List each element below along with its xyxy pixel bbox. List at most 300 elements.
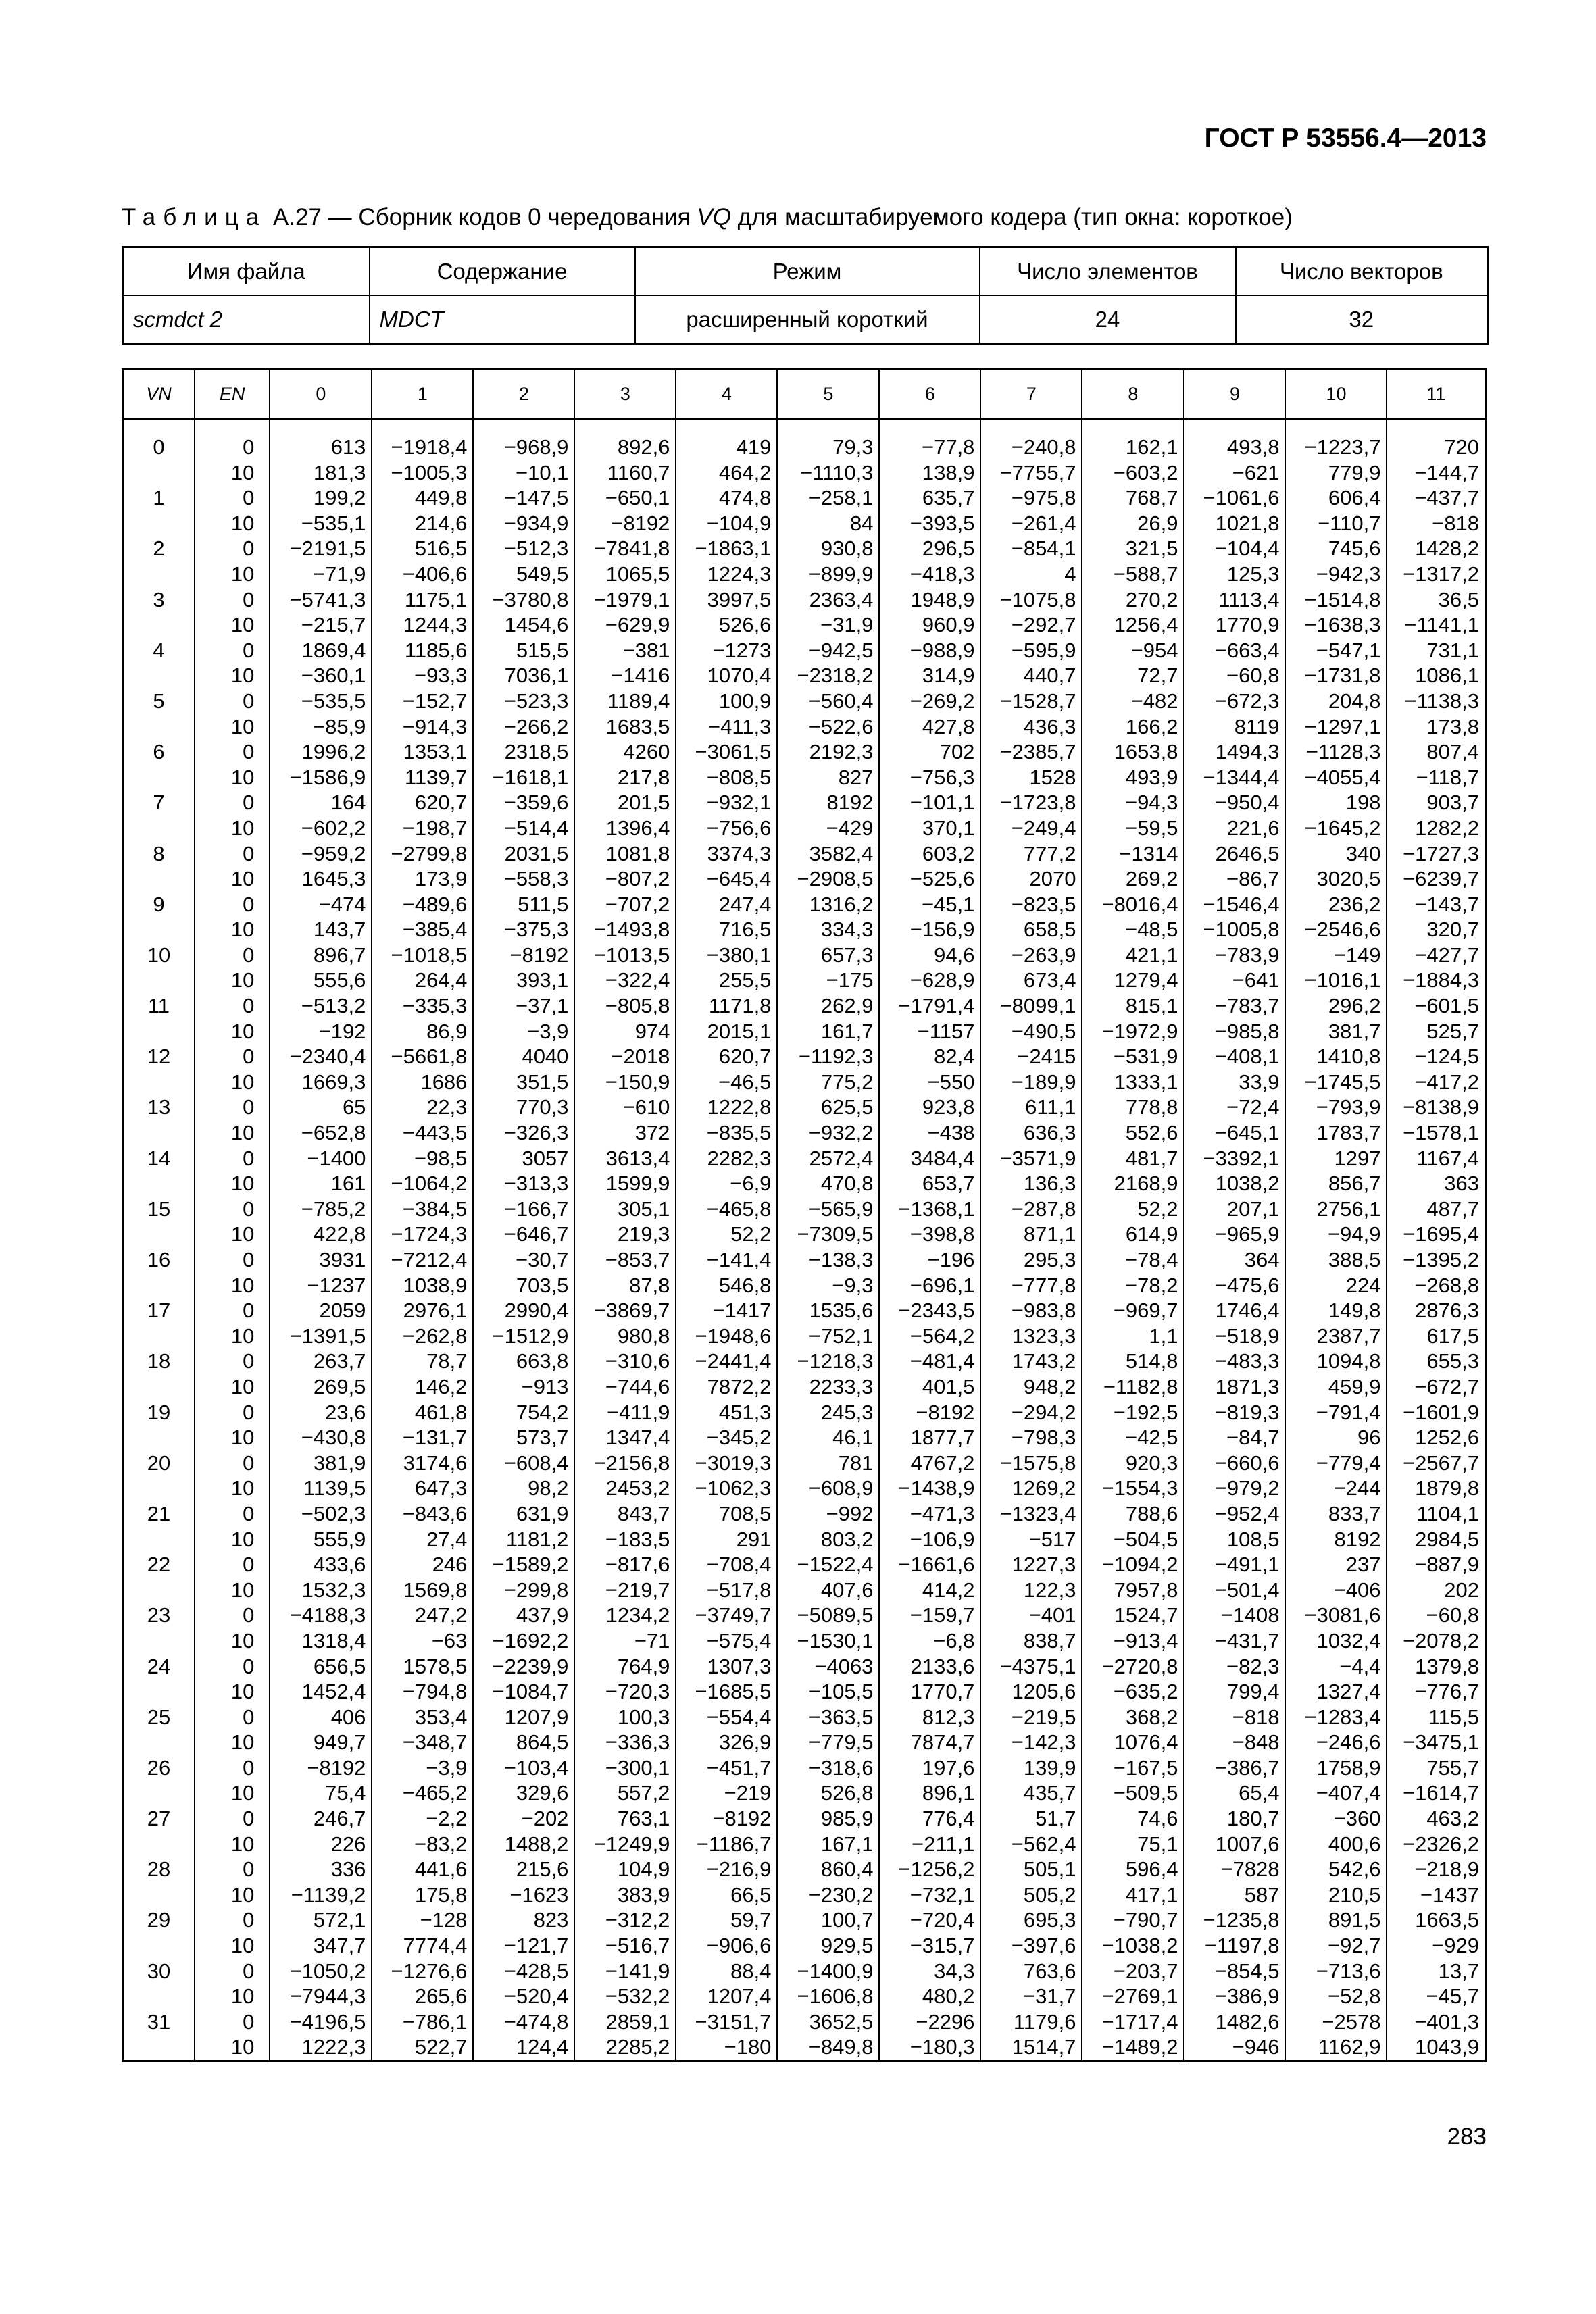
code-value: 1234,2 bbox=[605, 1603, 670, 1628]
code-value: −843,6 bbox=[402, 1501, 468, 1526]
code-value: 8192 bbox=[1334, 1527, 1381, 1551]
code-value: −52,8 bbox=[1328, 1984, 1381, 2009]
code-value: 1569,8 bbox=[403, 1578, 468, 1602]
code-value: −5741,3 bbox=[289, 587, 366, 611]
value-column-4 bbox=[676, 419, 777, 2061]
code-value: −1514,8 bbox=[1304, 587, 1381, 611]
vn-spacer bbox=[126, 1578, 191, 1603]
code-value: 1038,2 bbox=[1215, 1172, 1280, 1196]
code-value: 777,2 bbox=[1023, 841, 1076, 865]
code-value: 441,6 bbox=[414, 1857, 468, 1882]
en-value: 10 bbox=[230, 815, 255, 840]
code-value: 351,5 bbox=[516, 1070, 569, 1094]
code-value: −522,6 bbox=[808, 714, 874, 738]
code-value: −348,7 bbox=[402, 1730, 468, 1755]
code-value: −92,7 bbox=[1328, 1934, 1381, 1958]
code-value: −708,4 bbox=[706, 1553, 772, 1577]
code-value: −322,4 bbox=[605, 968, 670, 992]
code-value: 219,3 bbox=[617, 1222, 670, 1247]
en-value: 10 bbox=[230, 1730, 255, 1755]
code-value: −1038,2 bbox=[1101, 1934, 1178, 1958]
en-value: 10 bbox=[230, 1527, 255, 1551]
code-value: −417,2 bbox=[1414, 1070, 1479, 1094]
code-value: 221,6 bbox=[1226, 815, 1280, 840]
code-value: −791,4 bbox=[1316, 1400, 1381, 1424]
code-value: −652,8 bbox=[301, 1121, 366, 1145]
code-value: −1005,8 bbox=[1203, 917, 1280, 942]
vn-value: 8 bbox=[153, 841, 165, 865]
code-value: −1972,9 bbox=[1101, 1019, 1178, 1043]
code-value: −514,4 bbox=[503, 815, 569, 840]
code-value: 573,7 bbox=[516, 1426, 569, 1450]
vn-value: 3 bbox=[153, 587, 165, 611]
code-value: 663,8 bbox=[516, 1349, 569, 1374]
code-value: 419 bbox=[736, 435, 772, 459]
code-value: 1175,1 bbox=[404, 587, 468, 611]
code-value: 245,3 bbox=[820, 1400, 874, 1424]
code-value: −785,2 bbox=[301, 1197, 366, 1221]
code-value: 1282,2 bbox=[1415, 815, 1479, 840]
code-value: −932,1 bbox=[706, 790, 772, 815]
code-value: 440,7 bbox=[1023, 663, 1076, 688]
code-value: −8192 bbox=[712, 1807, 772, 1831]
code-value: 1877,7 bbox=[910, 1426, 975, 1450]
code-value: −518,9 bbox=[1214, 1324, 1280, 1348]
vn-value: 21 bbox=[147, 1501, 171, 1526]
code-value: −595,9 bbox=[1011, 638, 1076, 662]
code-value: −385,4 bbox=[402, 917, 468, 942]
code-value: −4063 bbox=[814, 1654, 874, 1678]
code-value: 381,9 bbox=[313, 1451, 366, 1475]
code-value: −418,3 bbox=[909, 561, 975, 586]
code-value: −1317,2 bbox=[1403, 561, 1479, 586]
code-value: −707,2 bbox=[605, 892, 670, 916]
code-value: 417,1 bbox=[1125, 1882, 1178, 1907]
code-value: 745,6 bbox=[1328, 536, 1381, 561]
code-value: −531,9 bbox=[1113, 1045, 1178, 1069]
vn-spacer bbox=[126, 1019, 191, 1045]
code-value: 2387,7 bbox=[1316, 1324, 1381, 1348]
code-value: −887,9 bbox=[1414, 1553, 1479, 1577]
value-column-2 bbox=[473, 419, 574, 2061]
en-value: 10 bbox=[230, 561, 255, 586]
code-value: −8099,1 bbox=[999, 994, 1076, 1018]
code-value: −474 bbox=[318, 892, 366, 916]
code-value: −104,4 bbox=[1214, 536, 1280, 561]
en-value: 0 bbox=[243, 790, 255, 815]
en-value: 0 bbox=[243, 1095, 255, 1120]
code-value: −1016,1 bbox=[1304, 968, 1381, 992]
code-value: −93,3 bbox=[414, 663, 468, 688]
code-value: −244 bbox=[1333, 1476, 1381, 1501]
code-value: −696,1 bbox=[909, 1273, 975, 1297]
vn-value: 30 bbox=[147, 1959, 171, 1983]
code-value: −1218,3 bbox=[797, 1349, 874, 1374]
code-value: −1064,2 bbox=[391, 1172, 468, 1196]
code-value: 146,2 bbox=[414, 1374, 468, 1399]
en-value: 10 bbox=[230, 714, 255, 738]
code-value: −5661,8 bbox=[391, 1045, 468, 1069]
code-value: 552,6 bbox=[1125, 1121, 1178, 1145]
code-value: −934,9 bbox=[503, 511, 569, 535]
code-value: 1185,6 bbox=[404, 638, 468, 662]
en-value: 0 bbox=[243, 1857, 255, 1882]
code-value: −942,5 bbox=[808, 638, 874, 662]
code-value: 635,7 bbox=[922, 486, 975, 510]
code-value: 79,3 bbox=[832, 435, 874, 459]
code-value: 493,8 bbox=[1226, 435, 1280, 459]
vn-spacer bbox=[126, 917, 191, 942]
code-value: −263,9 bbox=[1011, 942, 1076, 967]
en-value: 0 bbox=[243, 1654, 255, 1678]
code-value: 1222,8 bbox=[707, 1095, 772, 1120]
code-value: 2756,1 bbox=[1316, 1197, 1381, 1221]
code-value: 1252,6 bbox=[1415, 1426, 1479, 1450]
code-value: −124,5 bbox=[1414, 1045, 1479, 1069]
code-value: −1685,5 bbox=[695, 1680, 772, 1704]
vn-spacer bbox=[126, 967, 191, 993]
code-value: −650,1 bbox=[605, 486, 670, 510]
code-value: 198 bbox=[1345, 790, 1381, 815]
value-column-9 bbox=[1184, 419, 1285, 2061]
code-value: −30,7 bbox=[515, 1248, 569, 1272]
code-value: 656,5 bbox=[313, 1654, 366, 1678]
code-value: −483,3 bbox=[1214, 1349, 1280, 1374]
code-value: 166,2 bbox=[1125, 714, 1178, 738]
code-value: 136,3 bbox=[1023, 1172, 1076, 1196]
code-value: −359,6 bbox=[503, 790, 569, 815]
code-value: −465,2 bbox=[402, 1781, 468, 1805]
value-column-10 bbox=[1285, 419, 1387, 2061]
code-value: 2318,5 bbox=[504, 740, 569, 764]
code-value: −180 bbox=[724, 2035, 772, 2059]
code-value: 891,5 bbox=[1328, 1908, 1381, 1932]
code-value: 1683,5 bbox=[605, 714, 670, 738]
code-value: 1244,3 bbox=[403, 613, 468, 637]
code-value: −428,5 bbox=[503, 1959, 569, 1983]
code-value: −1578,1 bbox=[1403, 1121, 1479, 1145]
code-value: −1589,2 bbox=[492, 1553, 569, 1577]
code-value: 100,9 bbox=[718, 688, 772, 713]
code-value: 1663,5 bbox=[1415, 1908, 1479, 1932]
code-value: −268,8 bbox=[1414, 1273, 1479, 1297]
code-value: −406 bbox=[1333, 1578, 1381, 1602]
code-value: −1018,5 bbox=[391, 942, 468, 967]
info-header-vector-count: Число векторов bbox=[1236, 247, 1488, 296]
code-value: 88,4 bbox=[730, 1959, 772, 1983]
en-value: 10 bbox=[230, 1172, 255, 1196]
code-value: −150,9 bbox=[605, 1070, 670, 1094]
caption-rest: для масштабируемого кодера (тип окна: короткое) bbox=[730, 204, 1293, 230]
code-value: −407,4 bbox=[1316, 1781, 1381, 1805]
code-value: −287,8 bbox=[1011, 1197, 1076, 1221]
code-value: −835,5 bbox=[706, 1121, 772, 1145]
code-value: −475,6 bbox=[1214, 1273, 1280, 1297]
code-value: −2191,5 bbox=[289, 536, 366, 561]
vn-spacer bbox=[126, 1679, 191, 1705]
code-value: 1297 bbox=[1334, 1146, 1381, 1170]
code-value: 262,9 bbox=[820, 994, 874, 1018]
code-value: 59,7 bbox=[730, 1908, 772, 1932]
code-value: 210,5 bbox=[1328, 1882, 1381, 1907]
code-value: 247,4 bbox=[718, 892, 772, 916]
vn-spacer bbox=[126, 1425, 191, 1451]
code-value: −1606,8 bbox=[797, 1984, 874, 2009]
code-value: −1438,9 bbox=[898, 1476, 975, 1501]
code-value: 778,8 bbox=[1125, 1095, 1178, 1120]
code-value: 401,5 bbox=[922, 1374, 975, 1399]
code-value: −588,7 bbox=[1113, 561, 1178, 586]
code-value: −312,2 bbox=[605, 1908, 670, 1932]
code-value: 33,9 bbox=[1239, 1070, 1280, 1094]
code-value: 1179,6 bbox=[1013, 2009, 1076, 2034]
code-value: −979,2 bbox=[1214, 1476, 1280, 1501]
code-value: 65 bbox=[342, 1095, 366, 1120]
code-value: 4 bbox=[1064, 561, 1076, 586]
code-value: −408,1 bbox=[1214, 1045, 1280, 1069]
code-value: 1181,2 bbox=[505, 1527, 569, 1551]
vn-spacer bbox=[126, 1780, 191, 1806]
en-value: 0 bbox=[243, 2009, 255, 2034]
code-value: 1207,9 bbox=[504, 1705, 569, 1729]
code-value: −575,4 bbox=[706, 1628, 772, 1653]
vn-value: 17 bbox=[147, 1299, 171, 1323]
code-value: −932,2 bbox=[808, 1121, 874, 1145]
column-header-11: 11 bbox=[1387, 370, 1485, 420]
code-value: −1863,1 bbox=[695, 536, 772, 561]
code-value: 66,5 bbox=[730, 1882, 772, 1907]
code-value: 505,2 bbox=[1023, 1882, 1076, 1907]
vn-value: 26 bbox=[147, 1755, 171, 1780]
vn-spacer bbox=[126, 815, 191, 841]
code-value: −141,4 bbox=[706, 1248, 772, 1272]
vn-spacer bbox=[126, 1374, 191, 1400]
code-value: −1192,3 bbox=[798, 1045, 874, 1069]
column-header-0: 0 bbox=[270, 370, 372, 420]
code-value: 480,2 bbox=[922, 1984, 975, 2009]
code-value: −166,7 bbox=[503, 1197, 569, 1221]
code-value: −1323,4 bbox=[999, 1501, 1076, 1526]
data-header-row bbox=[123, 370, 1486, 420]
info-header-filename: Имя файла bbox=[123, 247, 370, 296]
code-value: −31,9 bbox=[820, 613, 874, 637]
data-body-row bbox=[123, 419, 1486, 2061]
code-value: 1227,3 bbox=[1012, 1553, 1076, 1577]
code-value: −535,1 bbox=[301, 511, 366, 535]
code-value: 436,3 bbox=[1023, 714, 1076, 738]
code-value: 625,5 bbox=[820, 1095, 874, 1120]
column-header-vn: VN bbox=[123, 370, 195, 420]
code-value: 655,3 bbox=[1426, 1349, 1479, 1374]
code-value: 464,2 bbox=[718, 460, 772, 484]
code-value: −1256,2 bbox=[898, 1857, 975, 1882]
code-value: 122,3 bbox=[1023, 1578, 1076, 1602]
code-value: 149,8 bbox=[1328, 1299, 1381, 1323]
code-value: 799,4 bbox=[1226, 1680, 1280, 1704]
vn-value: 14 bbox=[147, 1146, 171, 1170]
code-value: 269,2 bbox=[1125, 867, 1178, 891]
code-value: −2018 bbox=[611, 1045, 670, 1069]
en-value: 10 bbox=[230, 867, 255, 891]
code-value: −1344,4 bbox=[1203, 765, 1280, 789]
code-value: 702 bbox=[939, 740, 975, 764]
code-value: 7036,1 bbox=[504, 663, 569, 688]
code-value: −1141,1 bbox=[1404, 613, 1479, 637]
code-value: 451,3 bbox=[718, 1400, 772, 1424]
code-value: −2799,8 bbox=[391, 841, 468, 865]
code-value: 546,8 bbox=[718, 1273, 772, 1297]
code-value: 613 bbox=[330, 435, 366, 459]
code-value: −1197,8 bbox=[1204, 1934, 1280, 1958]
code-value: 631,9 bbox=[516, 1501, 569, 1526]
code-value: 1347,4 bbox=[605, 1426, 670, 1450]
en-value: 0 bbox=[243, 1553, 255, 1577]
code-value: 52,2 bbox=[730, 1222, 772, 1247]
vn-value: 7 bbox=[153, 790, 165, 815]
code-value: −82,3 bbox=[1226, 1654, 1280, 1678]
code-value: −128 bbox=[420, 1908, 468, 1932]
code-value: 587 bbox=[1244, 1882, 1280, 1907]
code-value: −672,3 bbox=[1214, 688, 1280, 713]
code-value: 3582,4 bbox=[809, 841, 874, 865]
code-value: −143,7 bbox=[1414, 892, 1479, 916]
code-value: 1032,4 bbox=[1316, 1628, 1381, 1653]
code-value: −258,1 bbox=[808, 486, 874, 510]
code-value: 1879,8 bbox=[1415, 1476, 1479, 1501]
vn-value: 22 bbox=[147, 1553, 171, 1577]
code-value: −565,9 bbox=[808, 1197, 874, 1221]
code-value: 1871,3 bbox=[1215, 1374, 1280, 1399]
code-value: −192 bbox=[318, 1019, 366, 1043]
code-value: 1279,4 bbox=[1114, 968, 1178, 992]
code-value: −610 bbox=[622, 1095, 670, 1120]
code-value: −2578 bbox=[1322, 2009, 1381, 2034]
code-value: 449,8 bbox=[414, 486, 468, 510]
column-header-6: 6 bbox=[879, 370, 980, 420]
code-value: −315,7 bbox=[909, 1934, 975, 1958]
en-value: 10 bbox=[230, 1324, 255, 1348]
code-value: −1013,5 bbox=[593, 942, 670, 967]
column-header-3: 3 bbox=[574, 370, 676, 420]
code-value: 673,4 bbox=[1023, 968, 1076, 992]
column-header-7: 7 bbox=[980, 370, 1082, 420]
en-value: 10 bbox=[230, 968, 255, 992]
code-value: 948,2 bbox=[1023, 1374, 1076, 1399]
code-value: −2,2 bbox=[426, 1807, 468, 1831]
code-value: 903,7 bbox=[1426, 790, 1479, 815]
code-value: −31,7 bbox=[1022, 1984, 1076, 2009]
code-value: 1070,4 bbox=[707, 663, 772, 688]
code-value: 827 bbox=[838, 765, 874, 789]
code-value: −1731,8 bbox=[1304, 663, 1381, 688]
code-value: −660,6 bbox=[1214, 1451, 1280, 1475]
code-value: 1743,2 bbox=[1012, 1349, 1076, 1374]
code-value: −110,7 bbox=[1318, 511, 1381, 535]
code-value: −318,6 bbox=[808, 1755, 874, 1780]
code-value: −1918,4 bbox=[391, 435, 468, 459]
code-value: −1314 bbox=[1119, 841, 1178, 865]
en-value: 0 bbox=[243, 1908, 255, 1932]
code-value: −2326,2 bbox=[1403, 1832, 1479, 1856]
info-header-row bbox=[123, 247, 1488, 296]
code-value: 334,3 bbox=[820, 917, 874, 942]
code-value: 606,4 bbox=[1328, 486, 1381, 510]
code-value: −1400 bbox=[307, 1146, 366, 1170]
code-value: −3780,8 bbox=[492, 587, 569, 611]
en-value: 10 bbox=[230, 511, 255, 535]
en-value: 10 bbox=[230, 1984, 255, 2009]
info-value-filename: scmdct 2 bbox=[123, 295, 370, 344]
code-value: −854,1 bbox=[1011, 536, 1076, 561]
code-value: −517 bbox=[1028, 1527, 1076, 1551]
code-value: −1692,2 bbox=[492, 1628, 569, 1653]
column-header-en: EN bbox=[195, 370, 270, 420]
code-value: 407,6 bbox=[820, 1578, 874, 1602]
code-value: −3475,1 bbox=[1403, 1730, 1479, 1755]
value-column-0 bbox=[270, 419, 372, 2061]
code-value: 1686 bbox=[420, 1070, 468, 1094]
code-value: −1061,6 bbox=[1203, 486, 1280, 510]
code-value: 7874,7 bbox=[910, 1730, 975, 1755]
code-value: 7957,8 bbox=[1114, 1578, 1178, 1602]
code-value: 2070 bbox=[1029, 867, 1076, 891]
code-value: −1723,8 bbox=[999, 790, 1076, 815]
code-value: 181,3 bbox=[313, 460, 366, 484]
code-value: 296,5 bbox=[922, 536, 975, 561]
document-standard-header: ГОСТ Р 53556.4—2013 bbox=[1204, 124, 1487, 153]
code-value: 1139,5 bbox=[303, 1476, 366, 1501]
code-value: −360 bbox=[1333, 1807, 1381, 1831]
code-value: 27,4 bbox=[426, 1527, 468, 1551]
code-value: 1327,4 bbox=[1316, 1680, 1381, 1704]
code-value: 896,7 bbox=[313, 942, 366, 967]
code-value: −848 bbox=[1232, 1730, 1280, 1755]
code-value: 115,5 bbox=[1428, 1705, 1479, 1729]
info-header-element-count: Число элементов bbox=[980, 247, 1236, 296]
code-value: −1522,4 bbox=[797, 1553, 874, 1577]
code-value: −398,8 bbox=[909, 1222, 975, 1247]
code-value: 781 bbox=[838, 1451, 874, 1475]
code-value: 1528 bbox=[1029, 765, 1076, 789]
value-column-8 bbox=[1082, 419, 1184, 2061]
code-value: 1669,3 bbox=[301, 1070, 366, 1094]
code-value: −105,5 bbox=[808, 1680, 874, 1704]
code-value: −230,2 bbox=[808, 1882, 874, 1907]
vn-spacer bbox=[126, 1324, 191, 1349]
en-value: 0 bbox=[243, 486, 255, 510]
en-value: 10 bbox=[230, 1426, 255, 1450]
code-value: 393,1 bbox=[516, 968, 569, 992]
code-value: −63 bbox=[431, 1628, 468, 1653]
code-value: 526,8 bbox=[820, 1781, 874, 1805]
code-value: 263,7 bbox=[313, 1349, 366, 1374]
code-value: −929 bbox=[1432, 1934, 1479, 1958]
vn-spacer bbox=[126, 511, 191, 536]
vn-value: 23 bbox=[147, 1603, 171, 1628]
vn-value: 31 bbox=[147, 2009, 171, 2034]
code-value: 775,2 bbox=[820, 1070, 874, 1094]
code-value: −1554,3 bbox=[1101, 1476, 1178, 1501]
code-value: −564,2 bbox=[909, 1324, 975, 1348]
code-value: −550 bbox=[927, 1070, 975, 1094]
code-value: 716,5 bbox=[718, 917, 772, 942]
vn-value: 19 bbox=[147, 1400, 171, 1424]
code-value: 1532,3 bbox=[301, 1578, 366, 1602]
code-value: 1256,4 bbox=[1114, 613, 1178, 637]
code-value: −1182,8 bbox=[1103, 1374, 1178, 1399]
code-value: −608,4 bbox=[503, 1451, 569, 1475]
code-value: 161 bbox=[330, 1172, 366, 1196]
